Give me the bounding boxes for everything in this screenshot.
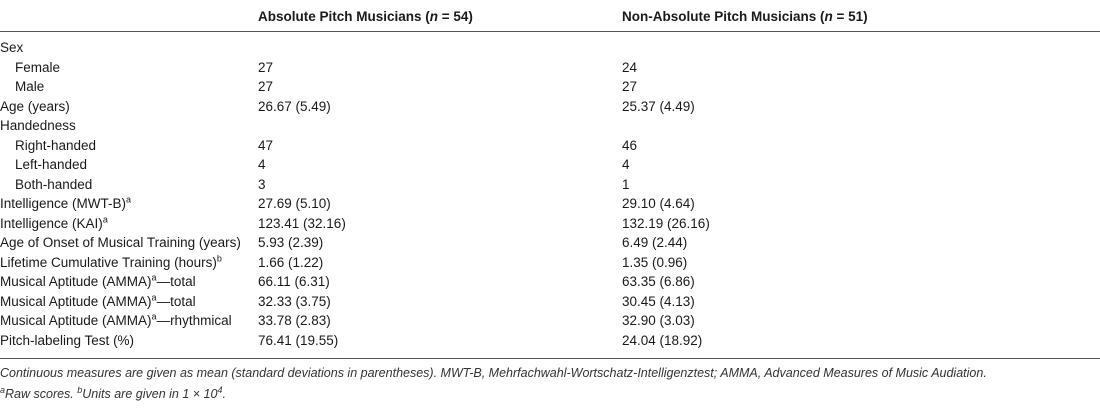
row-label: [0, 253, 222, 273]
footnote-end: .: [222, 387, 226, 401]
row-label: [0, 97, 70, 117]
footer-rule: [0, 358, 1100, 359]
cell-non-absolute-pitch: 132.19 (26.16): [622, 215, 710, 231]
header-n: n: [824, 9, 833, 24]
cell-non-absolute-pitch: 24.04 (18.92): [622, 332, 703, 348]
table-row: [0, 155, 1100, 175]
cell-non-absolute-pitch: 27: [622, 79, 638, 94]
table-note: Continuous measures are given as mean (standard deviations in parentheses). MWT-B, Mehrfachwahl-Wortschatz-Intelligenztest; AMMA, Advanced Measures of Music Audiation.: [0, 366, 987, 380]
cell-non-absolute-pitch: 6.49 (2.44): [622, 235, 688, 250]
table-row: [0, 253, 1100, 273]
table-row: [0, 136, 1100, 156]
row-label: [0, 116, 76, 136]
cell-absolute-pitch: 5.93 (2.39): [258, 235, 324, 250]
cell-non-absolute-pitch: 4: [622, 157, 630, 172]
footnote-marker-b: b: [77, 384, 83, 395]
header-text: Absolute Pitch Musicians (: [258, 9, 430, 24]
table-row: [0, 38, 1100, 58]
row-label: [0, 214, 108, 234]
footnote-marker-a: a: [0, 384, 6, 395]
footnote-exponent: 4: [217, 384, 223, 395]
cell-absolute-pitch: 33.78 (2.83): [258, 313, 331, 328]
row-label-text: Musical Aptitude (AMMA): [0, 274, 152, 289]
header-rule: [0, 31, 1100, 32]
row-label-text: Right-handed: [15, 137, 97, 153]
cell-absolute-pitch: 66.11 (6.31): [258, 274, 330, 289]
row-label: [15, 136, 96, 156]
cell-absolute-pitch: 1.66 (1.22): [258, 254, 324, 270]
row-label: [15, 77, 44, 97]
row-label-text: Both-handed: [15, 176, 93, 192]
table-row: [0, 194, 1100, 214]
row-label-footnote: a: [102, 214, 108, 224]
header-count: = 51): [832, 9, 868, 24]
cell-absolute-pitch: 26.67 (5.49): [258, 98, 331, 114]
row-label-text: Lifetime Cumulative Training (hours): [0, 254, 217, 270]
row-label: [15, 175, 92, 195]
row-label-footnote: a: [126, 194, 132, 205]
table-row: [0, 116, 1100, 136]
cell-absolute-pitch: 27.69 (5.10): [258, 196, 331, 211]
cell-non-absolute-pitch: 46: [622, 137, 638, 153]
cell-absolute-pitch: 27: [258, 79, 274, 94]
row-label-footnote: b: [216, 253, 222, 263]
cell-absolute-pitch: 27: [258, 59, 274, 75]
table-row: [0, 311, 1100, 331]
cell-absolute-pitch: 76.41 (19.55): [258, 332, 339, 348]
cell-absolute-pitch: 32.33 (3.75): [258, 293, 331, 309]
cell-absolute-pitch: 123.41 (32.16): [258, 215, 346, 231]
row-label-text: Sex: [0, 40, 24, 55]
row-label-text: Intelligence (KAI): [0, 215, 103, 231]
table-row: [0, 77, 1100, 97]
row-label-text: Age (years): [0, 98, 70, 114]
cell-non-absolute-pitch: 29.10 (4.64): [622, 196, 695, 211]
row-label: [0, 38, 23, 58]
cell-non-absolute-pitch: 32.90 (3.03): [622, 313, 695, 328]
footnote-b-text: Units are given in 1 × 10: [82, 387, 218, 401]
table-row: [0, 272, 1100, 292]
row-label: [0, 272, 196, 292]
row-label-text: Handedness: [0, 118, 76, 133]
row-label: [0, 331, 134, 351]
row-label-text: Left-handed: [15, 157, 88, 172]
table-row: [0, 175, 1100, 195]
cell-non-absolute-pitch: 24: [622, 59, 638, 75]
row-label-suffix: —total: [156, 274, 196, 289]
table-row: [0, 292, 1100, 312]
column-header-non-absolute-pitch: [622, 9, 868, 24]
row-label-footnote: a: [151, 272, 157, 283]
row-label: [0, 292, 196, 312]
cell-absolute-pitch: 4: [258, 157, 266, 172]
row-label: [0, 233, 241, 253]
row-label-text: Female: [15, 59, 61, 75]
row-label-footnote: a: [151, 311, 157, 322]
table-row: [0, 97, 1100, 117]
row-label: [0, 311, 232, 331]
row-label: [15, 58, 60, 78]
row-label-suffix: —rhythmical: [156, 313, 232, 328]
row-label-text: Musical Aptitude (AMMA): [0, 313, 152, 328]
cell-non-absolute-pitch: 30.45 (4.13): [622, 293, 695, 309]
column-header-absolute-pitch: [258, 9, 473, 24]
cell-non-absolute-pitch: 63.35 (6.86): [622, 274, 695, 289]
row-label: [0, 194, 131, 214]
row-label: [15, 155, 87, 175]
cell-non-absolute-pitch: 1.35 (0.96): [622, 254, 688, 270]
cell-absolute-pitch: 3: [258, 176, 266, 192]
row-label-text: Male: [15, 79, 45, 94]
header-n: n: [429, 9, 439, 24]
row-label-text: Age of Onset of Musical Training (years): [0, 235, 241, 250]
row-label-text: Pitch-labeling Test (%): [0, 332, 135, 348]
table-row: [0, 58, 1100, 78]
row-label-text: Musical Aptitude (AMMA): [0, 293, 152, 309]
row-label-suffix: —total: [156, 293, 196, 309]
cell-non-absolute-pitch: 1: [622, 176, 630, 192]
table-footnotes: [0, 384, 226, 401]
table-row: [0, 233, 1100, 253]
row-label-text: Intelligence (MWT-B): [0, 196, 127, 211]
table-row: [0, 214, 1100, 234]
header-text: Non-Absolute Pitch Musicians (: [622, 9, 825, 24]
cell-absolute-pitch: 47: [258, 137, 274, 153]
cell-non-absolute-pitch: 25.37 (4.49): [622, 98, 695, 114]
header-count: = 54): [438, 9, 473, 24]
footnote-a-text: Raw scores.: [5, 387, 78, 401]
row-label-footnote: a: [151, 292, 157, 302]
table-row: [0, 331, 1100, 351]
